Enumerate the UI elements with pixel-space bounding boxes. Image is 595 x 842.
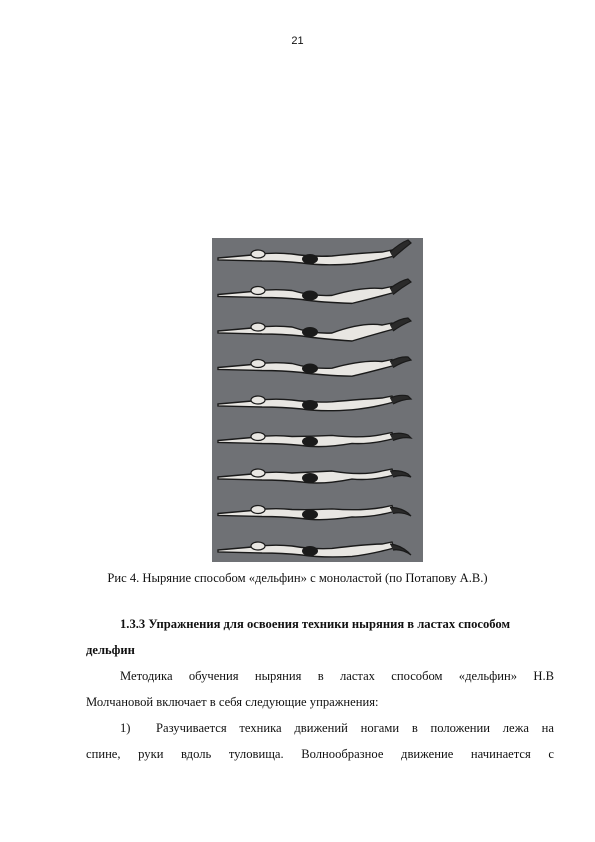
swimsuit <box>302 473 318 483</box>
swimmer-frame <box>218 240 411 265</box>
monofin <box>390 357 411 368</box>
exercise-1-line1 <box>86 715 554 741</box>
swimmer-frame <box>218 433 411 447</box>
swimsuit <box>302 400 318 410</box>
swimmer-sequence-illustration <box>212 238 423 562</box>
figure-caption: Рис 4. Ныряние способом «дельфин» с моноластой (по Потапову А.В.) <box>107 571 488 585</box>
swimmer-frame <box>218 318 411 341</box>
exercise-1-paragraph <box>86 715 554 767</box>
swimmer-head <box>251 323 265 331</box>
section-heading <box>86 611 556 663</box>
exercise-1-text: Разучивается техника движений ногами в положении лежа на <box>156 721 554 735</box>
exercise-1-number: 1) <box>120 721 131 735</box>
paragraph-methodology <box>86 663 554 715</box>
swimsuit <box>302 254 318 264</box>
swimmer-frame <box>218 357 411 376</box>
swimmer-frame <box>218 469 411 483</box>
monofin <box>390 544 411 555</box>
swimsuit <box>302 510 318 520</box>
exercise-1-line2: спине, руки вдоль туловища. Волнообразное движение начинается с <box>86 747 554 761</box>
section-heading-line1: 1.3.3 Упражнения для освоения техники ныряния в ластах способом <box>120 617 511 631</box>
swimsuit <box>302 291 318 301</box>
swimsuit <box>302 437 318 447</box>
swimmer-frame <box>218 279 411 303</box>
swimmer-frame <box>218 395 411 410</box>
swimmer-head <box>251 469 265 477</box>
section-heading-line2: дельфин <box>86 643 135 657</box>
monofin <box>390 433 411 440</box>
monofin <box>390 507 411 516</box>
swimmer-head <box>251 396 265 404</box>
swimmer-frame <box>218 506 411 520</box>
monofin <box>390 240 411 258</box>
monofin <box>390 471 411 477</box>
swimsuit <box>302 546 318 556</box>
swimmer-figure <box>212 238 423 562</box>
monofin <box>390 318 411 331</box>
swimmer-head <box>251 433 265 441</box>
swimsuit <box>302 364 318 374</box>
swimmer-head <box>251 360 265 368</box>
swimmer-frame <box>218 542 411 557</box>
paragraph-methodology-line2: Молчановой включает в себя следующие упражнения: <box>86 695 379 709</box>
swimmer-head <box>251 542 265 550</box>
swimsuit <box>302 327 318 337</box>
paragraph-methodology-line1: Методика обучения ныряния в ластах способом «дельфин» Н.В <box>120 669 554 683</box>
swimmer-head <box>251 506 265 514</box>
monofin <box>390 395 411 404</box>
swimmer-head <box>251 250 265 258</box>
page-number: 21 <box>291 35 304 47</box>
swimmer-head <box>251 287 265 295</box>
monofin <box>390 279 411 295</box>
